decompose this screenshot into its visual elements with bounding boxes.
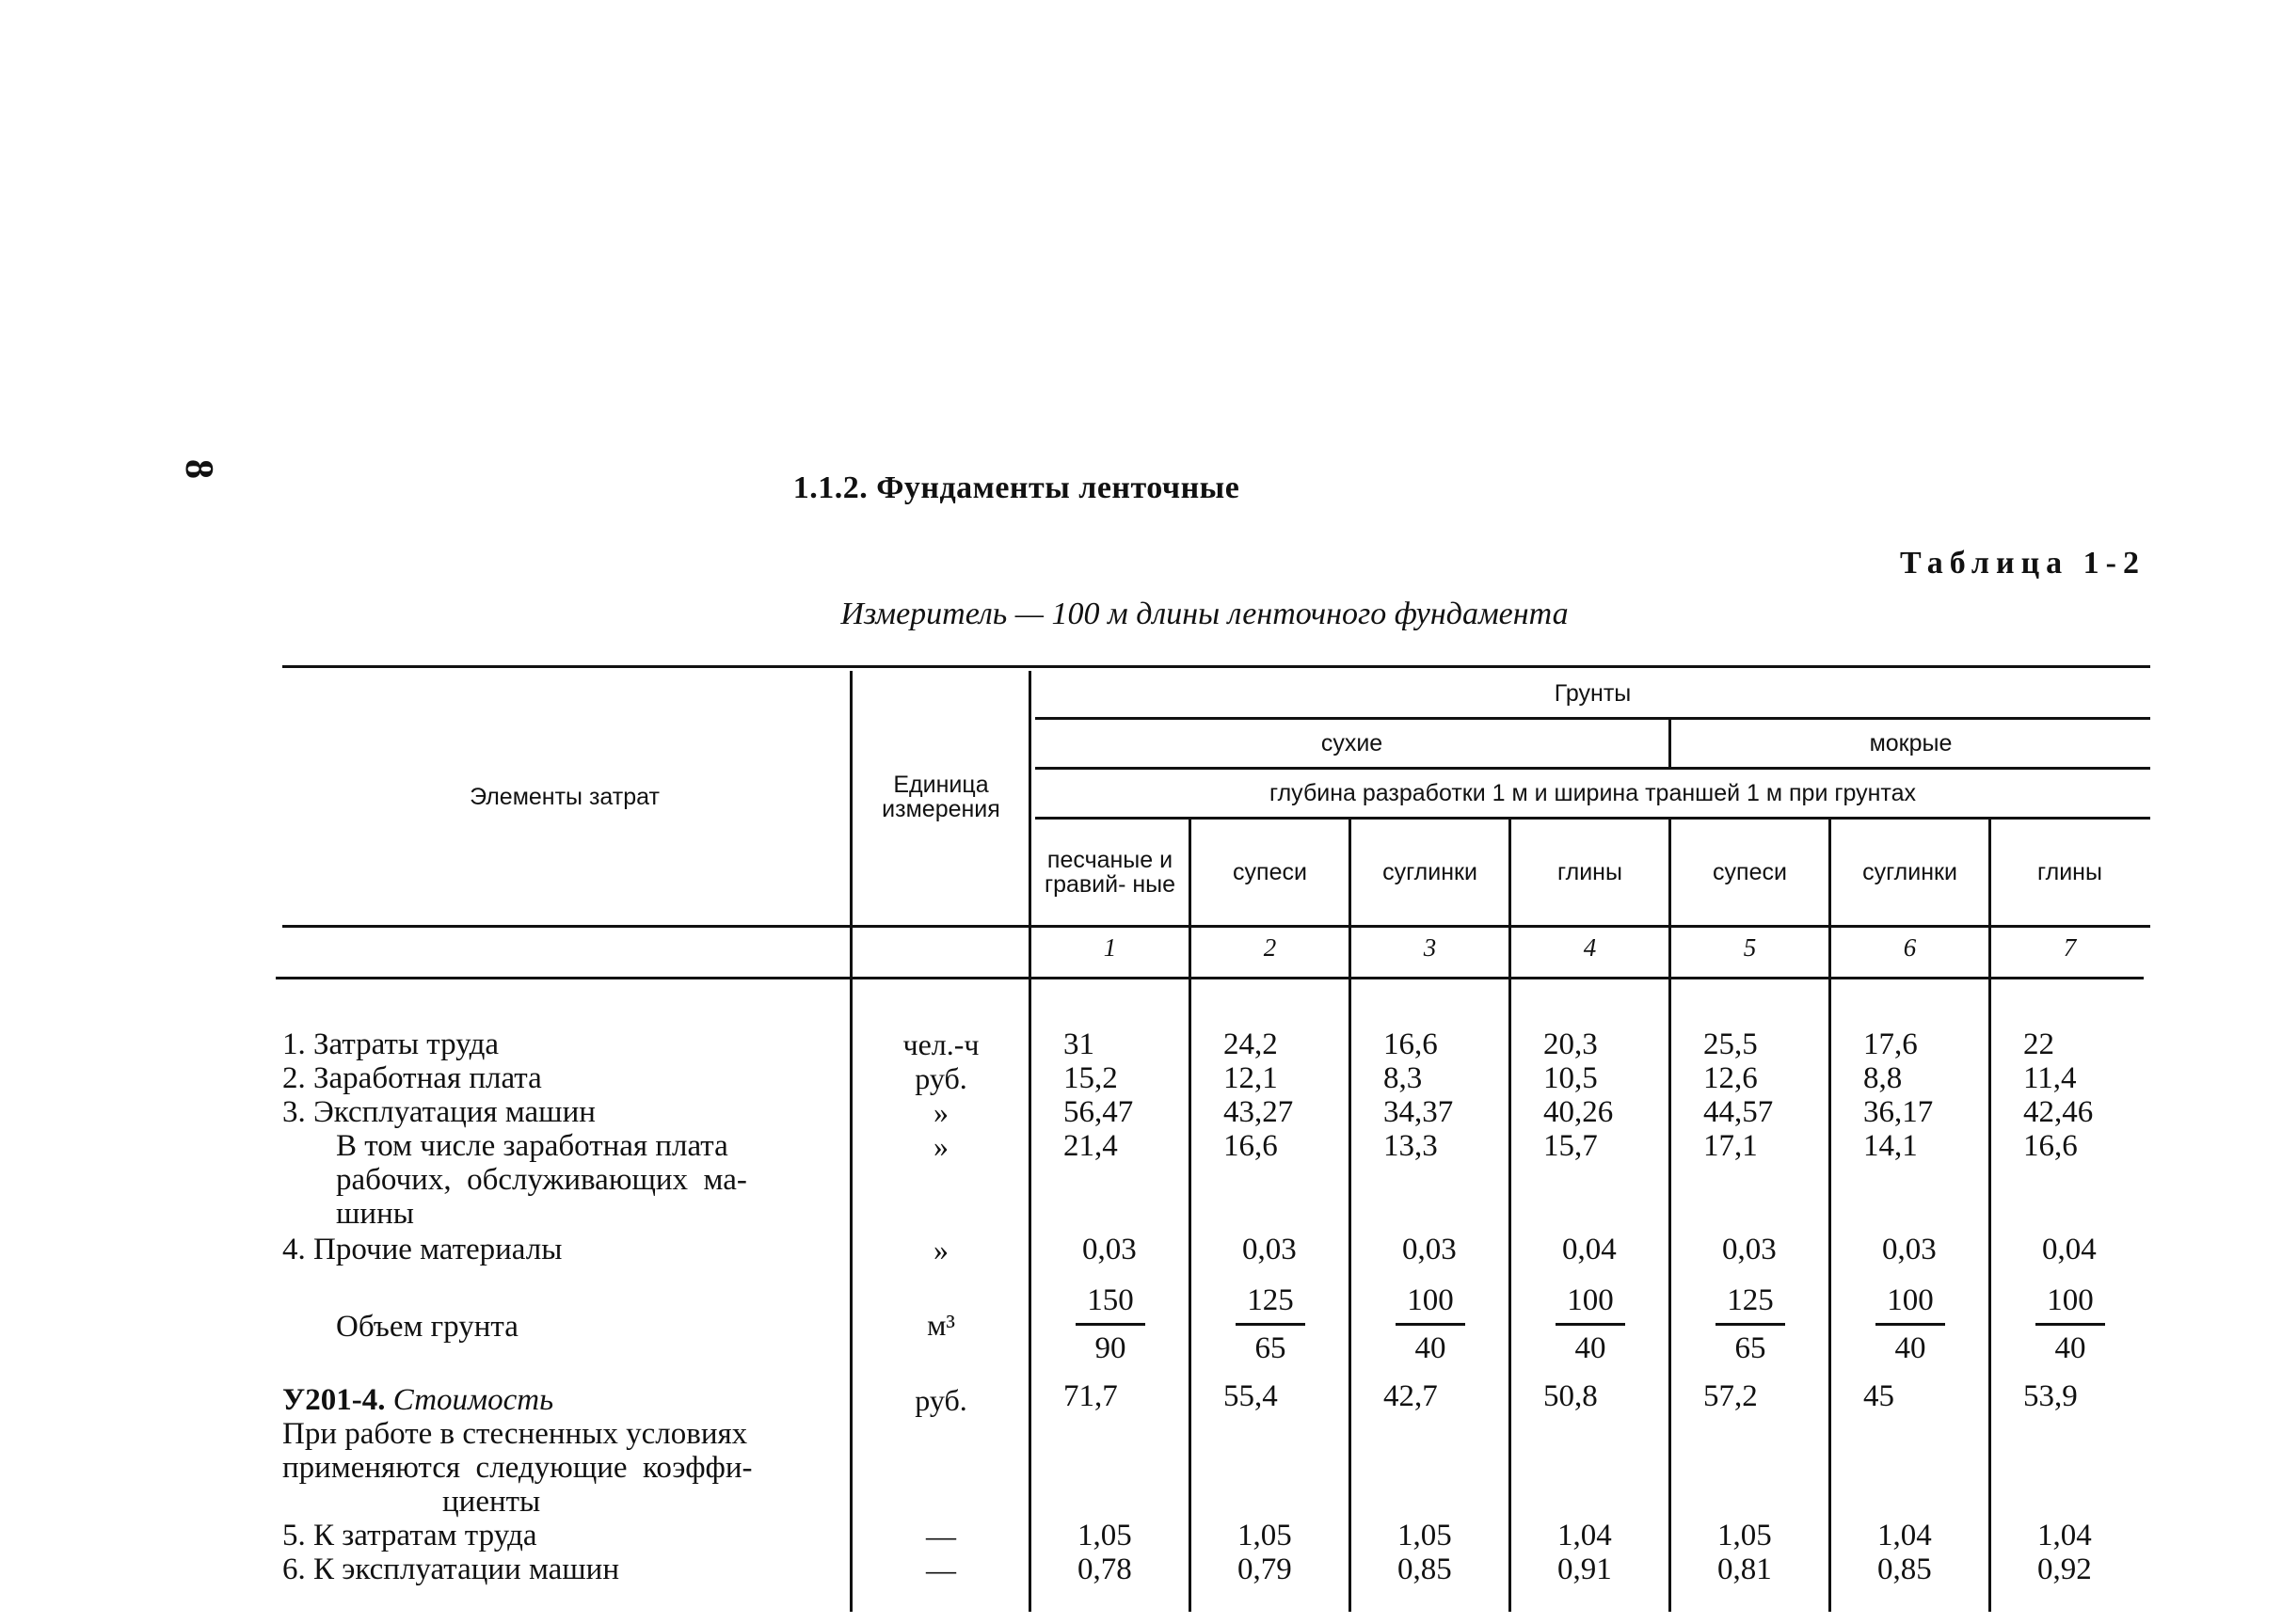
header-soils: Грунты	[1554, 679, 1632, 707]
cell-labor-5: 25,5	[1703, 1027, 1758, 1061]
cell-labor-7: 22	[2023, 1027, 2054, 1061]
denominator: 40	[2054, 1331, 2086, 1365]
row-unit-coef-labor: —	[926, 1519, 956, 1552]
cell-coef-labor-4: 1,04	[1557, 1519, 1612, 1552]
cell-soil-volume-2	[1228, 1283, 1313, 1365]
row-unit-wages: руб.	[915, 1061, 967, 1095]
cell-operator-wages-1: 21,4	[1063, 1129, 1118, 1163]
cell-coef-labor-7: 1,04	[2037, 1519, 2092, 1552]
rule-numbers-bottom	[276, 977, 2144, 979]
row-unit-soil-volume: м³	[927, 1308, 955, 1342]
col-number-2: 2	[1263, 933, 1277, 962]
row-label-labor: 1. Затраты труда	[282, 1027, 500, 1061]
cell-materials-2: 0,03	[1242, 1233, 1297, 1266]
header-unit: Единица измерения	[882, 771, 1000, 822]
cell-materials-3: 0,03	[1402, 1233, 1457, 1266]
col-number-3: 3	[1423, 933, 1437, 962]
vrule-unit-left	[850, 671, 853, 1612]
col-header-4: глины	[1557, 858, 1622, 885]
cell-coef-labor-1: 1,05	[1077, 1519, 1132, 1552]
row-label-operator-wages-line3: шины	[336, 1197, 414, 1231]
col-number-4: 4	[1583, 933, 1597, 962]
cell-coef-labor-3: 1,05	[1397, 1519, 1452, 1552]
row-unit-materials: »	[934, 1233, 949, 1266]
cell-coef-machines-4: 0,91	[1557, 1552, 1612, 1586]
row-unit-cost: руб.	[915, 1383, 967, 1417]
note-line-2: применяются следующие коэффи-	[282, 1451, 753, 1485]
cell-materials-6: 0,03	[1882, 1233, 1937, 1266]
col-header-2: супеси	[1233, 858, 1307, 885]
cell-cost-7: 53,9	[2023, 1379, 2078, 1413]
denominator: 40	[1574, 1331, 1606, 1365]
row-label-coef-machines: 6. К эксплуатации машин	[282, 1552, 620, 1586]
row-label-operator-wages-line2: рабочих, обслуживающих ма-	[336, 1163, 747, 1197]
cell-labor-6: 17,6	[1863, 1027, 1918, 1061]
cell-operator-wages-2: 16,6	[1223, 1129, 1278, 1163]
row-label-wages: 2. Заработная плата	[282, 1061, 542, 1095]
note-line-1: При работе в стесненных условиях	[282, 1417, 748, 1451]
cell-soil-volume-6	[1868, 1283, 1953, 1365]
row-unit-machines: »	[934, 1095, 949, 1129]
cell-operator-wages-5: 17,1	[1703, 1129, 1758, 1163]
section-title: 1.1.2. Фундаменты ленточные	[792, 470, 1240, 505]
row-label-cost	[282, 1383, 553, 1417]
cell-cost-3: 42,7	[1383, 1379, 1438, 1413]
cell-machines-1: 56,47	[1063, 1095, 1134, 1129]
row-label-operator-wages-line1: В том числе заработная плата	[336, 1129, 728, 1163]
numerator: 100	[1407, 1283, 1454, 1317]
cell-soil-volume-4	[1548, 1283, 1633, 1365]
cell-wages-6: 8,8	[1863, 1061, 1903, 1095]
cell-soil-volume-5	[1708, 1283, 1793, 1365]
cell-labor-4: 20,3	[1543, 1027, 1598, 1061]
cell-soil-volume-7	[2028, 1283, 2113, 1365]
numerator: 125	[1247, 1283, 1294, 1317]
col-header-6: суглинки	[1862, 858, 1957, 885]
table-top-rule	[282, 665, 2150, 668]
col-header-5: супеси	[1713, 858, 1787, 885]
cell-wages-5: 12,6	[1703, 1061, 1758, 1095]
cell-cost-2: 55,4	[1223, 1379, 1278, 1413]
numerator: 100	[1887, 1283, 1934, 1317]
cell-cost-1: 71,7	[1063, 1379, 1118, 1413]
cell-coef-machines-1: 0,78	[1077, 1552, 1132, 1586]
denominator: 90	[1094, 1331, 1126, 1365]
row-unit-labor: чел.-ч	[902, 1027, 980, 1061]
cell-materials-4: 0,04	[1562, 1233, 1617, 1266]
cell-materials-7: 0,04	[2042, 1233, 2097, 1266]
header-wet: мокрые	[1869, 729, 1953, 756]
cell-coef-labor-2: 1,05	[1237, 1519, 1292, 1552]
cell-labor-3: 16,6	[1383, 1027, 1438, 1061]
vrule-unit-right	[1029, 671, 1031, 1612]
cell-cost-4: 50,8	[1543, 1379, 1598, 1413]
cell-cost-5: 57,2	[1703, 1379, 1758, 1413]
cell-operator-wages-7: 16,6	[2023, 1129, 2078, 1163]
cell-machines-6: 36,17	[1863, 1095, 1934, 1129]
cell-machines-5: 44,57	[1703, 1095, 1774, 1129]
col-header-1: песчаные и гравий- ные	[1044, 846, 1176, 898]
cell-labor-1: 31	[1063, 1027, 1094, 1061]
cell-materials-5: 0,03	[1722, 1233, 1777, 1266]
col-number-6: 6	[1903, 933, 1917, 962]
cell-wages-1: 15,2	[1063, 1061, 1118, 1095]
cell-wages-4: 10,5	[1543, 1061, 1598, 1095]
col-number-7: 7	[2063, 933, 2077, 962]
cell-soil-volume-3	[1388, 1283, 1473, 1365]
denominator: 40	[1894, 1331, 1926, 1365]
rule-header-bottom	[282, 925, 2150, 928]
cell-wages-3: 8,3	[1383, 1061, 1423, 1095]
page-number: 8	[177, 459, 220, 479]
cell-soil-volume-1	[1068, 1283, 1153, 1365]
cost-label: Стоимость	[392, 1383, 554, 1417]
col-header-7: глины	[2037, 858, 2102, 885]
cell-cost-6: 45	[1863, 1379, 1894, 1413]
cell-coef-labor-5: 1,05	[1717, 1519, 1772, 1552]
cell-wages-2: 12,1	[1223, 1061, 1278, 1095]
cell-wages-7: 11,4	[2023, 1061, 2077, 1095]
cell-materials-1: 0,03	[1082, 1233, 1137, 1266]
cell-coef-machines-6: 0,85	[1877, 1552, 1932, 1586]
col-number-1: 1	[1103, 933, 1117, 962]
numerator: 100	[1567, 1283, 1614, 1317]
cell-operator-wages-3: 13,3	[1383, 1129, 1438, 1163]
row-unit-coef-machines: —	[926, 1552, 956, 1586]
col-header-3: суглинки	[1382, 858, 1477, 885]
cell-machines-3: 34,37	[1383, 1095, 1454, 1129]
denominator: 65	[1734, 1331, 1766, 1365]
col-number-5: 5	[1743, 933, 1757, 962]
cell-coef-machines-7: 0,92	[2037, 1552, 2092, 1586]
cost-code: У201-4.	[282, 1383, 386, 1417]
denominator: 65	[1254, 1331, 1286, 1365]
cell-machines-7: 42,46	[2023, 1095, 2094, 1129]
cell-coef-machines-2: 0,79	[1237, 1552, 1292, 1586]
cell-operator-wages-6: 14,1	[1863, 1129, 1918, 1163]
cell-coef-labor-6: 1,04	[1877, 1519, 1932, 1552]
row-label-soil-volume: Объем грунта	[336, 1310, 519, 1344]
cell-machines-2: 43,27	[1223, 1095, 1294, 1129]
cell-coef-machines-3: 0,85	[1397, 1552, 1452, 1586]
row-label-machines: 3. Эксплуатация машин	[282, 1095, 596, 1129]
header-dry: сухие	[1320, 729, 1383, 756]
cell-coef-machines-5: 0,81	[1717, 1552, 1772, 1586]
table-label: Таблица 1-2	[1899, 546, 2146, 581]
measure-caption: Измеритель — 100 м длины ленточного фундамента	[840, 597, 1569, 631]
cell-operator-wages-4: 15,7	[1543, 1129, 1598, 1163]
cell-machines-4: 40,26	[1543, 1095, 1614, 1129]
note-line-3: циенты	[442, 1485, 541, 1519]
row-label-materials: 4. Прочие материалы	[282, 1233, 563, 1266]
row-label-coef-labor: 5. К затратам труда	[282, 1519, 537, 1552]
cell-labor-2: 24,2	[1223, 1027, 1278, 1061]
numerator: 150	[1087, 1283, 1134, 1317]
denominator: 40	[1414, 1331, 1446, 1365]
row-unit-operator-wages: »	[934, 1129, 949, 1163]
header-elements: Элементы затрат	[470, 783, 660, 810]
numerator: 100	[2047, 1283, 2094, 1317]
header-depth: глубина разработки 1 м и ширина траншей 1 м при грунтах	[1269, 779, 1916, 806]
numerator: 125	[1727, 1283, 1774, 1317]
